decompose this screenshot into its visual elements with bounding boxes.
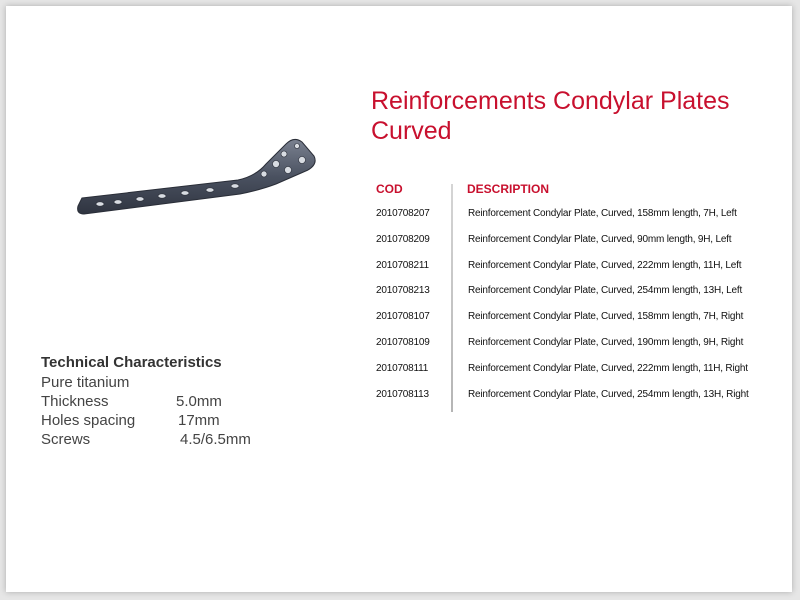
spec-label: Thickness [41,393,109,410]
spec-value: 17mm [178,412,220,429]
table-row [370,208,790,234]
table-body [370,208,790,414]
table-row [370,260,790,286]
spec-label: Screws [41,431,91,448]
description-cell: Reinforcement Condylar Plate, Curved, 158mm length, 7H, Left [468,208,737,219]
table-row [370,389,790,415]
technical-heading: Technical Characteristics [41,354,222,371]
code-cell: 2010708209 [376,233,430,245]
spec-row [41,392,300,411]
spec-label: Holes spacing [41,412,136,429]
code-cell: 2010708109 [376,336,430,348]
condylar-plate-image [70,134,330,234]
header-code: COD [376,182,403,196]
spec-row [41,430,300,449]
table-row [370,337,790,363]
description-cell: Reinforcement Condylar Plate, Curved, 190mm length, 9H, Right [468,336,744,348]
description-cell: Reinforcement Condylar Plate, Curved, 222mm length, 11H, Right [468,362,748,374]
code-cell: 2010708211 [376,259,429,271]
description-cell: Reinforcement Condylar Plate, Curved, 254mm length, 13H, Right [468,388,749,400]
table-row [370,285,790,311]
description-cell: Reinforcement Condylar Plate, Curved, 254mm length, 13H, Left [468,285,743,297]
page-title: Reinforcements Condylar Plates Curved [371,87,730,145]
spec-value: 4.5/6.5mm [180,431,251,448]
material-text: Pure titanium [41,374,130,391]
table-row [370,234,790,260]
code-cell: 2010708111 [376,362,429,374]
technical-characteristics [41,354,300,449]
table-row [370,363,790,389]
description-cell: Reinforcement Condylar Plate, Curved, 222mm length, 11H, Left [468,259,742,271]
page [6,6,792,592]
description-cell: Reinforcement Condylar Plate, Curved, 90mm length, 9H, Left [468,233,732,245]
header-description: DESCRIPTION [467,182,550,196]
spec-value: 5.0mm [176,393,222,410]
code-cell: 2010708107 [376,311,430,323]
table-row [370,311,790,337]
spec-row [41,411,300,430]
code-cell: 2010708113 [376,388,429,400]
code-cell: 2010708213 [376,285,430,297]
description-cell: Reinforcement Condylar Plate, Curved, 158mm length, 7H, Right [468,311,744,323]
code-cell: 2010708207 [376,208,430,219]
